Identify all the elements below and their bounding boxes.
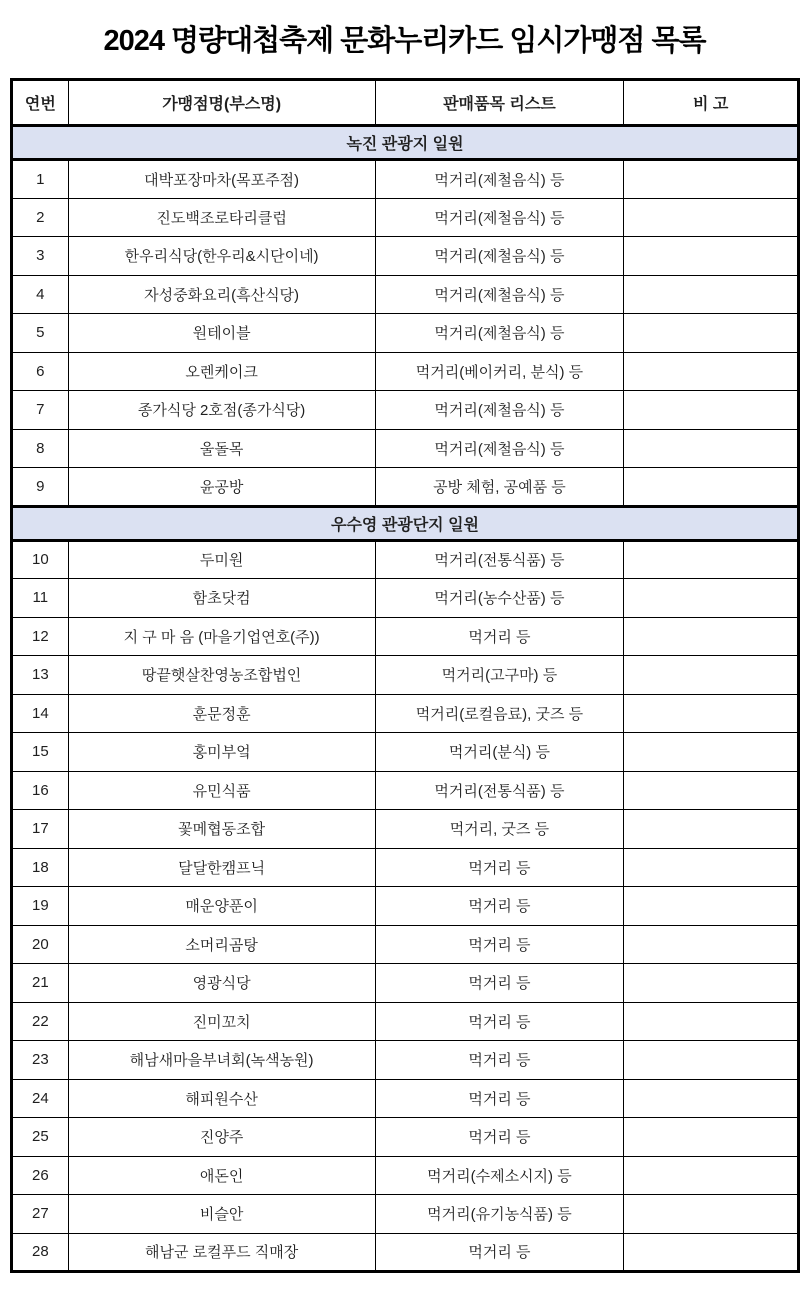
cell-name: 한우리식당(한우리&시단이네) (68, 237, 375, 276)
table-row (12, 1195, 799, 1234)
cell-items: 먹거리(제철음식) 등 (375, 275, 624, 314)
cell-name: 유민식품 (68, 771, 375, 810)
cell-remark (624, 160, 799, 199)
cell-remark (624, 771, 799, 810)
cell-name: 지 구 마 음 (마을기업연호(주)) (68, 617, 375, 656)
cell-name: 진미꼬치 (68, 1002, 375, 1041)
table-row (12, 1041, 799, 1080)
table-row (12, 1079, 799, 1118)
cell-name: 함초닷컴 (68, 579, 375, 618)
cell-no: 7 (12, 391, 69, 430)
cell-items: 먹거리(유기농식품) 등 (375, 1195, 624, 1234)
cell-no: 2 (12, 198, 69, 237)
cell-items: 먹거리(전통식품) 등 (375, 540, 624, 579)
cell-no: 15 (12, 733, 69, 772)
cell-no: 21 (12, 964, 69, 1003)
cell-remark (624, 1118, 799, 1157)
cell-name: 훈문정훈 (68, 694, 375, 733)
cell-no: 25 (12, 1118, 69, 1157)
table-row (12, 810, 799, 849)
cell-name: 달달한캠프닉 (68, 848, 375, 887)
table-row (12, 1002, 799, 1041)
cell-name: 영광식당 (68, 964, 375, 1003)
cell-no: 11 (12, 579, 69, 618)
cell-items: 먹거리 등 (375, 1118, 624, 1157)
cell-remark (624, 925, 799, 964)
cell-remark (624, 887, 799, 926)
table-row (12, 694, 799, 733)
cell-name: 소머리곰탕 (68, 925, 375, 964)
cell-items: 먹거리 등 (375, 617, 624, 656)
cell-name: 울돌목 (68, 429, 375, 468)
page-title: 2024 명량대첩축제 문화누리카드 임시가맹점 목록 (103, 25, 706, 57)
table-row (12, 848, 799, 887)
cell-items: 먹거리(전통식품) 등 (375, 771, 624, 810)
table-row (12, 1156, 799, 1195)
cell-items: 공방 체험, 공예품 등 (375, 468, 624, 507)
cell-no: 6 (12, 352, 69, 391)
cell-remark (624, 237, 799, 276)
table-row (12, 391, 799, 430)
cell-no: 28 (12, 1233, 69, 1272)
cell-name: 오렌케이크 (68, 352, 375, 391)
table-body (12, 126, 799, 1272)
column-header-remark: 비 고 (624, 80, 799, 126)
cell-remark (624, 275, 799, 314)
table-row (12, 237, 799, 276)
cell-no: 4 (12, 275, 69, 314)
cell-name: 두미원 (68, 540, 375, 579)
table-row (12, 352, 799, 391)
cell-name: 땅끝햇살찬영농조합법인 (68, 656, 375, 695)
table-row (12, 925, 799, 964)
table-row (12, 1233, 799, 1272)
cell-remark (624, 810, 799, 849)
cell-remark (624, 1079, 799, 1118)
cell-items: 먹거리 등 (375, 887, 624, 926)
cell-no: 27 (12, 1195, 69, 1234)
cell-remark (624, 1041, 799, 1080)
table-row (12, 579, 799, 618)
table-row (12, 964, 799, 1003)
cell-remark (624, 429, 799, 468)
cell-no: 12 (12, 617, 69, 656)
cell-items: 먹거리(수제소시지) 등 (375, 1156, 624, 1195)
cell-remark (624, 1195, 799, 1234)
cell-name: 홍미부엌 (68, 733, 375, 772)
cell-name: 비슬안 (68, 1195, 375, 1234)
table-row (12, 160, 799, 199)
cell-items: 먹거리(제철음식) 등 (375, 198, 624, 237)
cell-name: 애돈인 (68, 1156, 375, 1195)
cell-remark (624, 314, 799, 353)
column-header-items: 판매품목 리스트 (375, 80, 624, 126)
merchant-table (10, 78, 800, 1273)
table-row (12, 771, 799, 810)
cell-remark (624, 579, 799, 618)
cell-remark (624, 468, 799, 507)
document-page (0, 18, 809, 1307)
cell-no: 18 (12, 848, 69, 887)
table-row (12, 887, 799, 926)
cell-name: 원테이블 (68, 314, 375, 353)
cell-remark (624, 352, 799, 391)
cell-name: 해피원수산 (68, 1079, 375, 1118)
cell-remark (624, 198, 799, 237)
cell-remark (624, 540, 799, 579)
cell-no: 8 (12, 429, 69, 468)
cell-remark (624, 964, 799, 1003)
section-row (12, 506, 799, 540)
table-row (12, 429, 799, 468)
cell-items: 먹거리(제철음식) 등 (375, 237, 624, 276)
cell-no: 16 (12, 771, 69, 810)
column-header-no: 연번 (12, 80, 69, 126)
cell-name: 해남군 로컬푸드 직매장 (68, 1233, 375, 1272)
cell-name: 해남새마을부녀회(녹색농원) (68, 1041, 375, 1080)
cell-remark (624, 848, 799, 887)
cell-items: 먹거리(분식) 등 (375, 733, 624, 772)
cell-no: 20 (12, 925, 69, 964)
cell-items: 먹거리(제철음식) 등 (375, 391, 624, 430)
cell-items: 먹거리(제철음식) 등 (375, 429, 624, 468)
table-row (12, 1118, 799, 1157)
table-row (12, 733, 799, 772)
cell-no: 23 (12, 1041, 69, 1080)
cell-no: 3 (12, 237, 69, 276)
cell-remark (624, 1233, 799, 1272)
column-header-name: 가맹점명(부스명) (68, 80, 375, 126)
cell-items: 먹거리(고구마) 등 (375, 656, 624, 695)
cell-items: 먹거리 등 (375, 1233, 624, 1272)
cell-no: 22 (12, 1002, 69, 1041)
section-row (12, 126, 799, 160)
cell-items: 먹거리(베이커리, 분식) 등 (375, 352, 624, 391)
cell-name: 매운양푼이 (68, 887, 375, 926)
cell-remark (624, 391, 799, 430)
cell-items: 먹거리, 굿즈 등 (375, 810, 624, 849)
table-row (12, 275, 799, 314)
cell-name: 진도백조로타리클럽 (68, 198, 375, 237)
cell-no: 24 (12, 1079, 69, 1118)
cell-remark (624, 617, 799, 656)
cell-no: 19 (12, 887, 69, 926)
table-row (12, 656, 799, 695)
cell-remark (624, 656, 799, 695)
cell-name: 종가식당 2호점(종가식당) (68, 391, 375, 430)
cell-name: 윤공방 (68, 468, 375, 507)
cell-name: 진양주 (68, 1118, 375, 1157)
cell-no: 9 (12, 468, 69, 507)
cell-no: 1 (12, 160, 69, 199)
table-row (12, 198, 799, 237)
cell-name: 꽃메협동조합 (68, 810, 375, 849)
cell-no: 10 (12, 540, 69, 579)
table-header-row (12, 80, 799, 126)
table-row (12, 540, 799, 579)
cell-remark (624, 1002, 799, 1041)
cell-items: 먹거리(제철음식) 등 (375, 314, 624, 353)
cell-no: 14 (12, 694, 69, 733)
cell-remark (624, 733, 799, 772)
cell-no: 26 (12, 1156, 69, 1195)
table-row (12, 468, 799, 507)
cell-no: 17 (12, 810, 69, 849)
cell-items: 먹거리(로컬음료), 굿즈 등 (375, 694, 624, 733)
cell-items: 먹거리 등 (375, 1002, 624, 1041)
cell-items: 먹거리 등 (375, 1041, 624, 1080)
cell-items: 먹거리 등 (375, 925, 624, 964)
cell-remark (624, 694, 799, 733)
table-row (12, 617, 799, 656)
cell-name: 대박포장마차(목포주점) (68, 160, 375, 199)
cell-items: 먹거리 등 (375, 848, 624, 887)
section-label: 녹진 관광지 일원 (12, 126, 799, 160)
cell-items: 먹거리(농수산품) 등 (375, 579, 624, 618)
cell-name: 자성중화요리(흑산식당) (68, 275, 375, 314)
cell-no: 5 (12, 314, 69, 353)
cell-no: 13 (12, 656, 69, 695)
cell-items: 먹거리 등 (375, 1079, 624, 1118)
section-label: 우수영 관광단지 일원 (12, 506, 799, 540)
cell-remark (624, 1156, 799, 1195)
cell-items: 먹거리 등 (375, 964, 624, 1003)
table-row (12, 314, 799, 353)
cell-items: 먹거리(제철음식) 등 (375, 160, 624, 199)
